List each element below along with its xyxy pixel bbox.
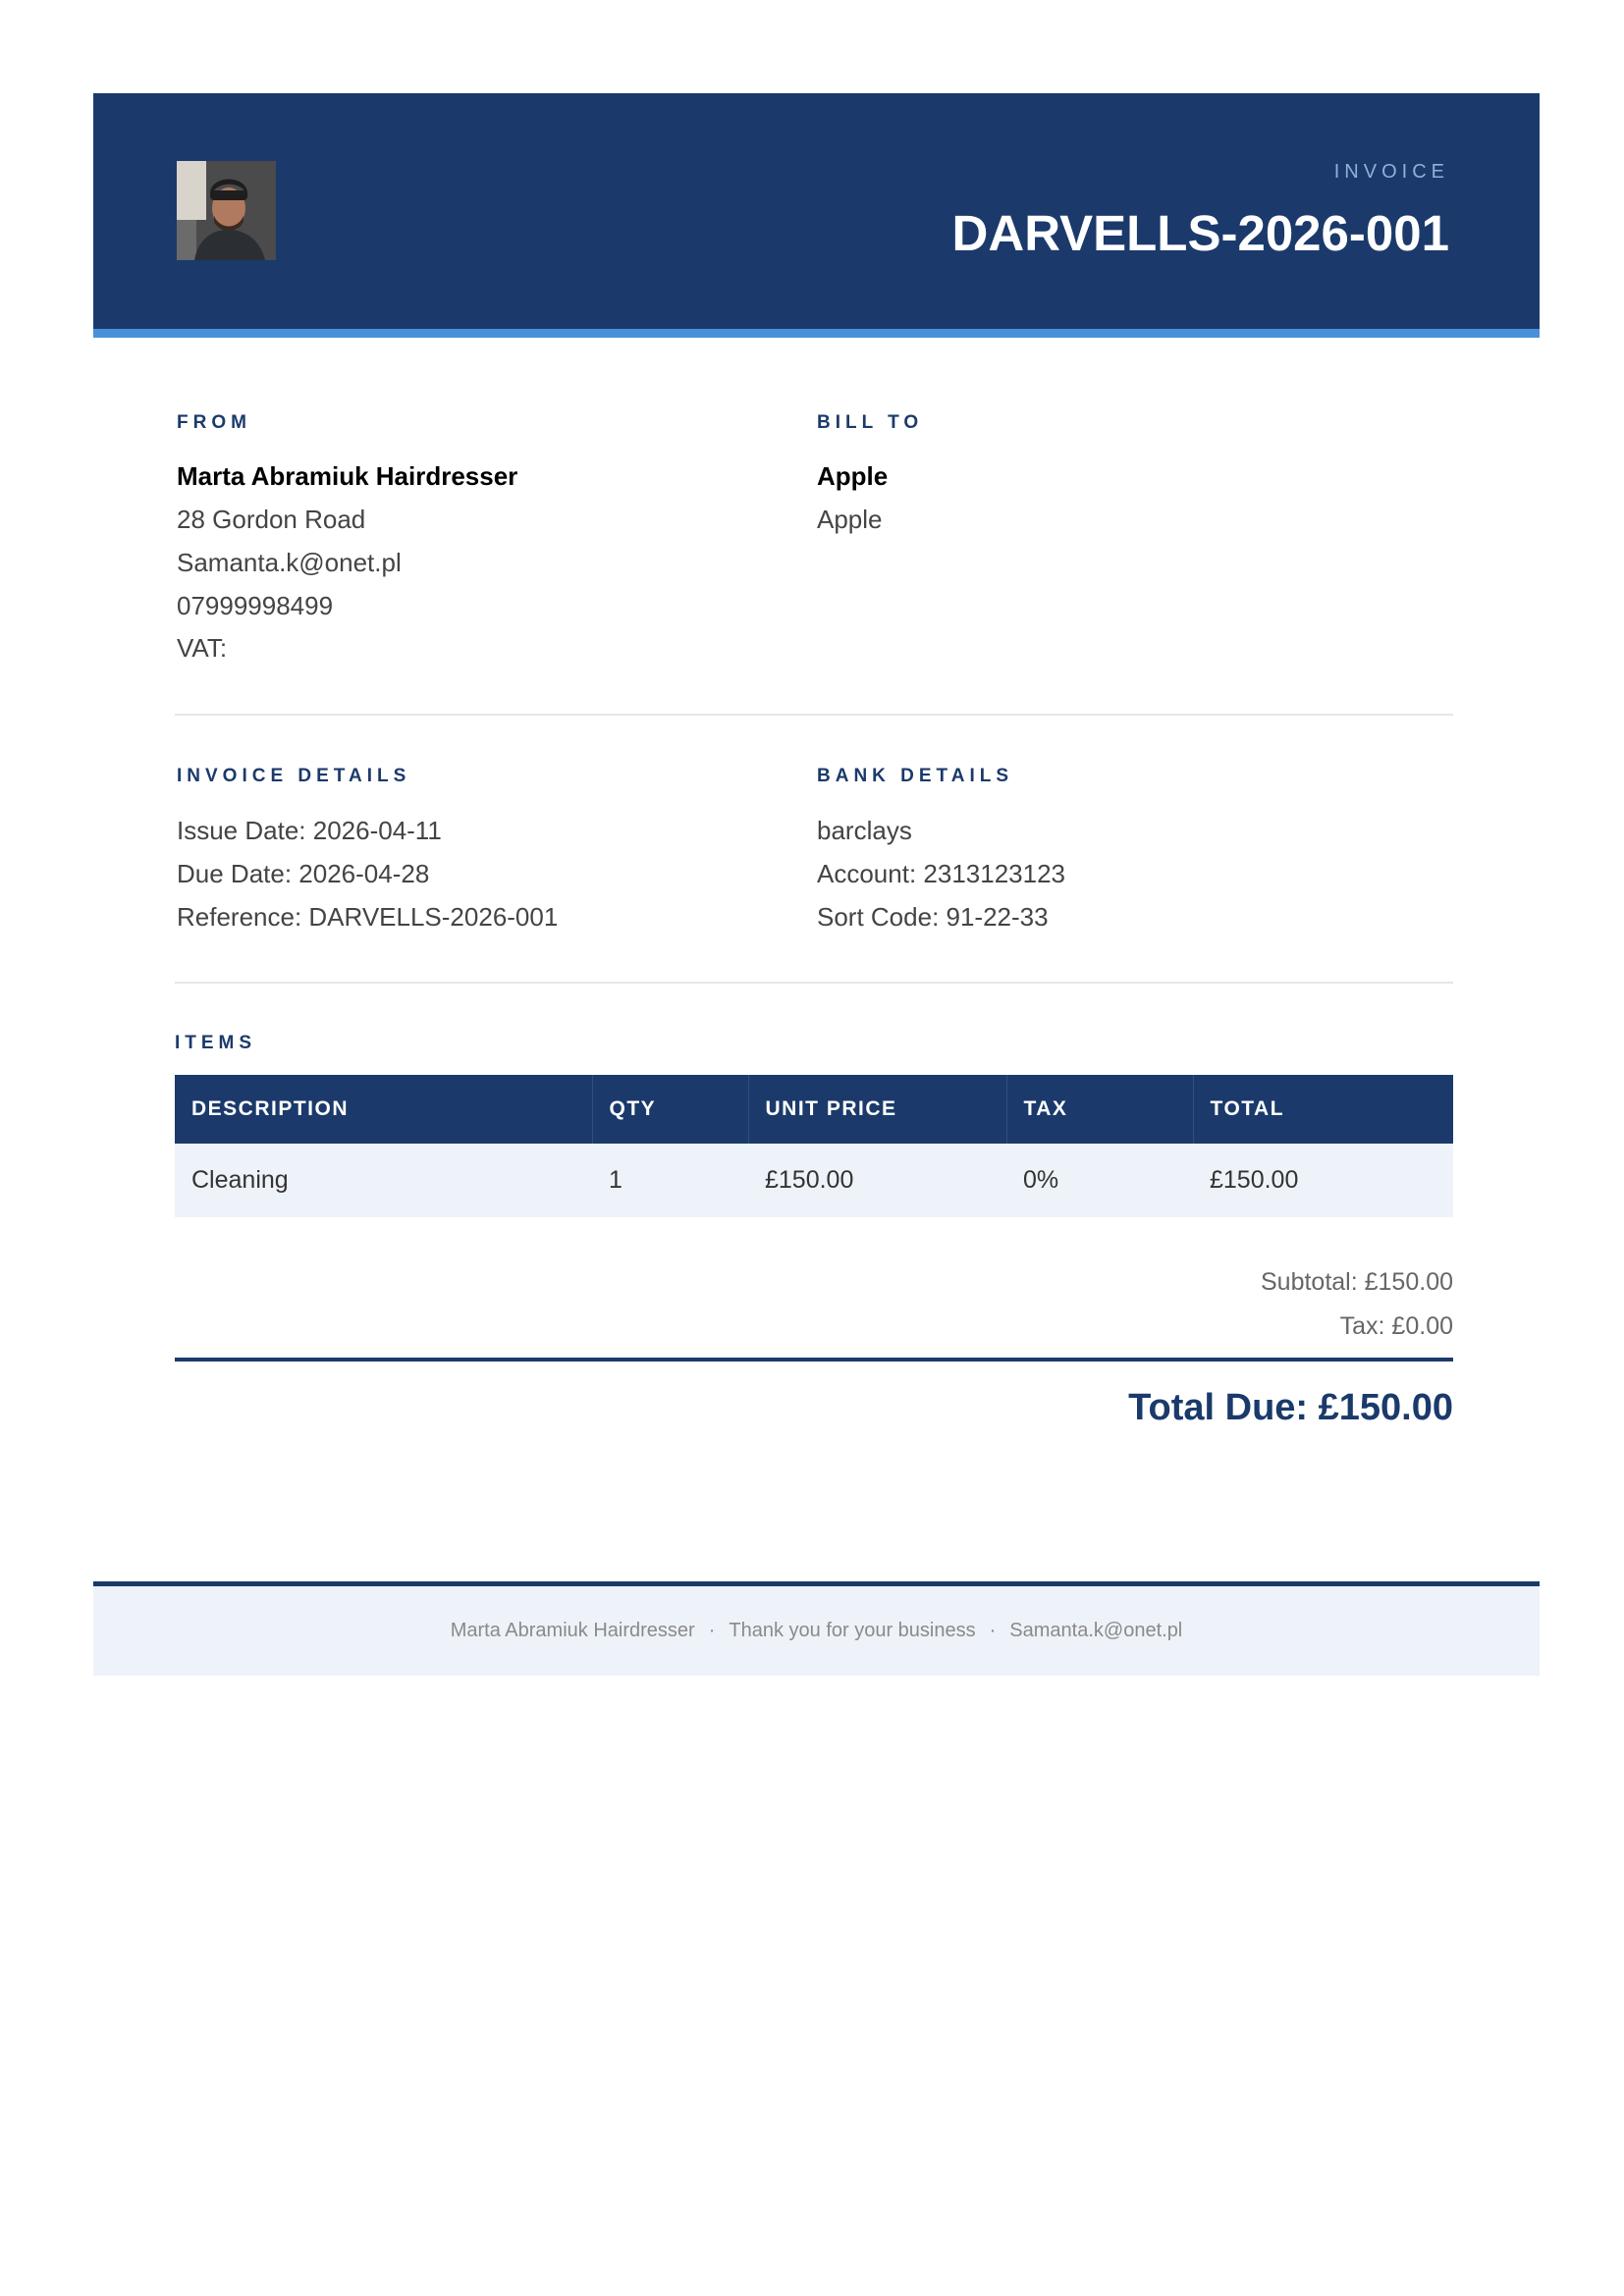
- from-vat: VAT:: [177, 633, 228, 663]
- item-description: Cleaning: [175, 1144, 592, 1217]
- table-row: [175, 1144, 1453, 1217]
- from-phone: 07999998499: [177, 591, 334, 620]
- items-label: ITEMS: [175, 1033, 257, 1053]
- invoice-number: DARVELLS-2026-001: [951, 205, 1449, 261]
- bank-sort-code: Sort Code: 91-22-33: [817, 902, 1049, 932]
- header-accent-stripe: [93, 329, 1540, 338]
- tax-total: Tax: £0.00: [1339, 1312, 1453, 1340]
- section-divider: [175, 982, 1453, 984]
- total-rule: [175, 1358, 1453, 1362]
- document-type-label: INVOICE: [1333, 161, 1449, 183]
- column-header-tax: TAX: [1006, 1075, 1193, 1144]
- bank-account: Account: 2313123123: [817, 859, 1065, 888]
- column-header-total: TOTAL: [1193, 1075, 1453, 1144]
- column-header-description: DESCRIPTION: [175, 1075, 592, 1144]
- column-header-unit-price: UNIT PRICE: [748, 1075, 1006, 1144]
- bank-name: barclays: [817, 816, 912, 845]
- due-date: Due Date: 2026-04-28: [177, 859, 430, 888]
- footer: [93, 1586, 1540, 1676]
- from-label: FROM: [177, 412, 251, 433]
- footer-email: Samanta.k@onet.pl: [1009, 1620, 1183, 1641]
- section-divider: [175, 714, 1453, 716]
- item-tax: 0%: [1006, 1144, 1193, 1217]
- person-photo-icon: [177, 161, 276, 260]
- bank-details-label: BANK DETAILS: [817, 766, 1014, 786]
- reference: Reference: DARVELLS-2026-001: [177, 902, 559, 932]
- item-qty: 1: [592, 1144, 748, 1217]
- footer-business: Marta Abramiuk Hairdresser: [450, 1620, 695, 1641]
- item-unit-price: £150.00: [748, 1144, 1006, 1217]
- items-table: [175, 1075, 1453, 1217]
- column-header-qty: QTY: [592, 1075, 748, 1144]
- issue-date: Issue Date: 2026-04-11: [177, 816, 442, 845]
- total-due: Total Due: £150.00: [1128, 1387, 1453, 1428]
- from-name: Marta Abramiuk Hairdresser: [177, 461, 518, 491]
- bill-to-name: Apple: [817, 461, 889, 491]
- footer-message: Thank you for your business: [729, 1620, 976, 1641]
- footer-separator: ·: [708, 1620, 716, 1641]
- from-address: 28 Gordon Road: [177, 505, 366, 534]
- bill-to-line: Apple: [817, 505, 883, 534]
- subtotal: Subtotal: £150.00: [1261, 1268, 1453, 1296]
- items-header-row: [175, 1075, 1453, 1144]
- item-total: £150.00: [1193, 1144, 1453, 1217]
- footer-separator: ·: [989, 1620, 997, 1641]
- from-email: Samanta.k@onet.pl: [177, 548, 402, 577]
- invoice-details-label: INVOICE DETAILS: [177, 766, 411, 786]
- bill-to-label: BILL TO: [817, 412, 924, 433]
